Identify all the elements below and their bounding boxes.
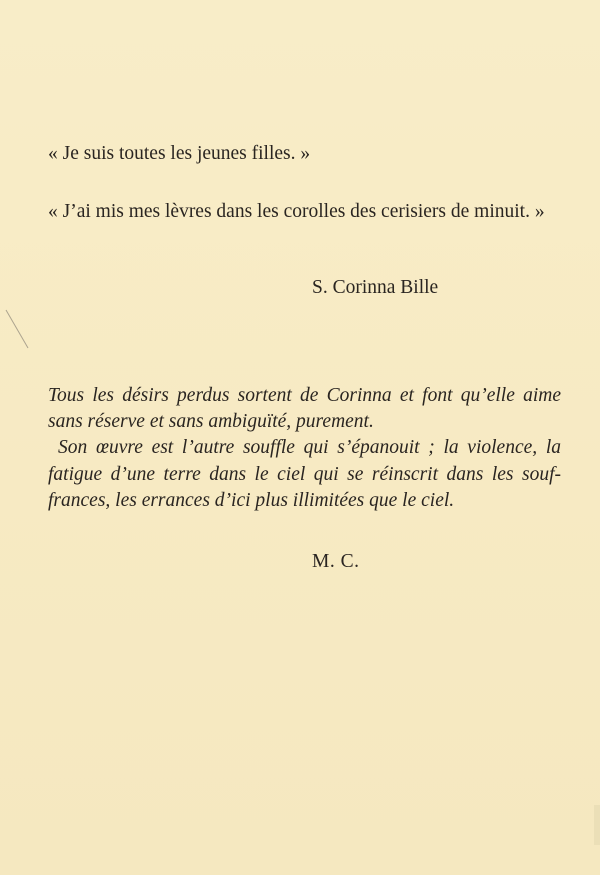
commentary-paragraph-2: Son œuvre est l’autre souffle qui s’épanouit ; la violence, la fatigue d’une terre dans le ciel qui se réinscrit dans les souffrances, les errances d’ici plus illimitées que le ciel. (48, 437, 561, 511)
epigraph-author: S. Corinna Bille (312, 277, 439, 298)
epigraph-quote-second: « J’ai mis mes lèvres dans les corolles des cerisiers de minuit. » (48, 201, 545, 222)
page-edge-stain (590, 805, 600, 845)
commentary-signature: M. C. (312, 551, 360, 572)
epigraph-quote-first: « Je suis toutes les jeunes filles. » (48, 143, 311, 164)
commentary-text (48, 383, 561, 514)
paper-scratch-mark (4, 308, 32, 352)
commentary-paragraph-1: Tous les désirs perdus sortent de Corinna et font qu’elle aime sans réserve et sans ambiguïté, purement. (48, 385, 561, 433)
